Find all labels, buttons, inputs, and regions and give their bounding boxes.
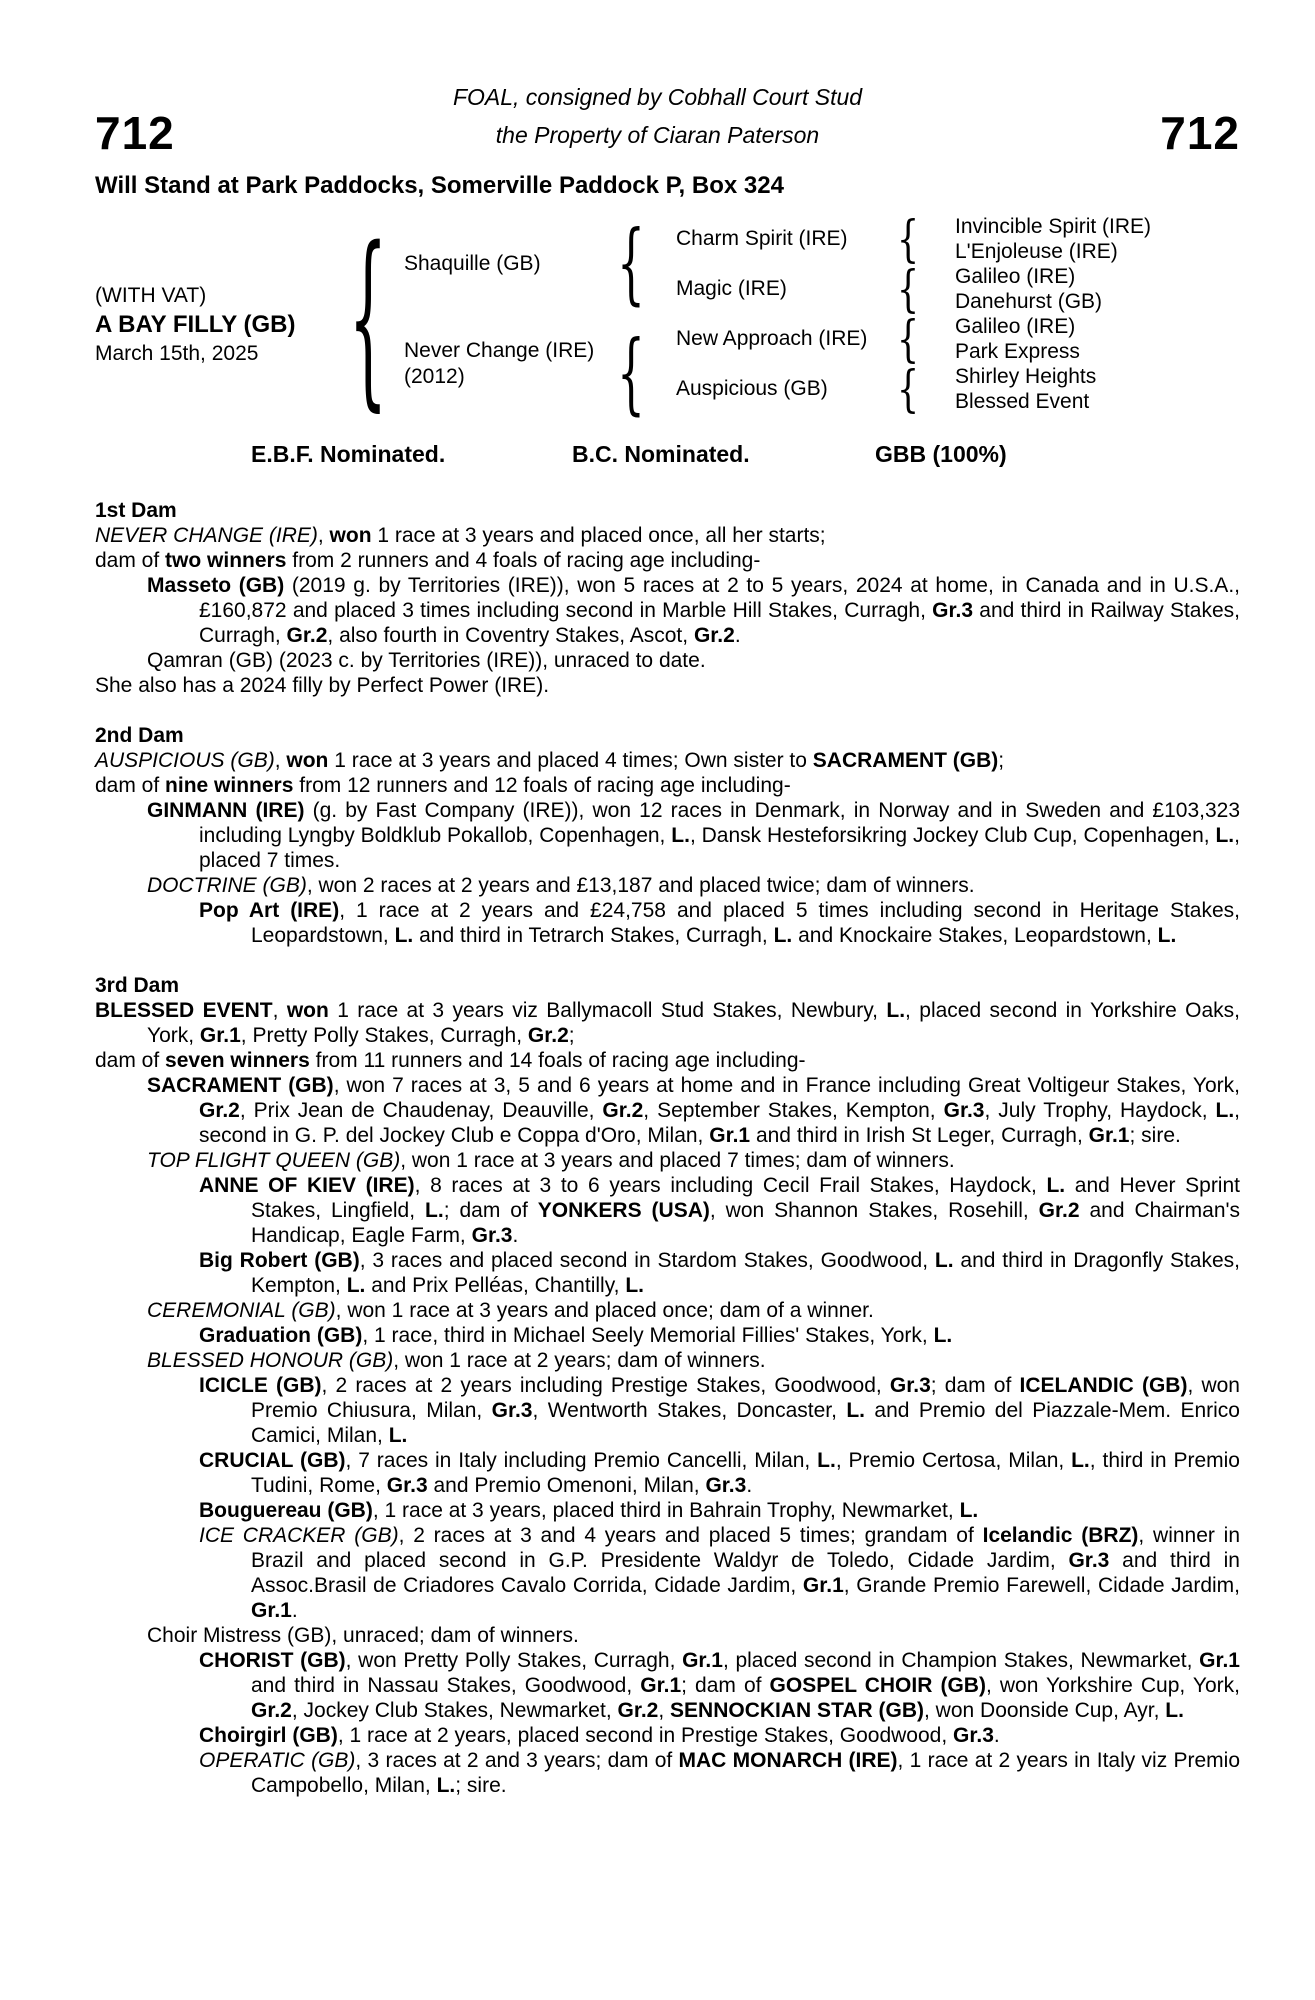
pedigree-paragraph: BLESSED HONOUR (GB), won 1 race at 2 years; dam of winners.	[147, 1349, 766, 1372]
pedigree-paragraph: ICE CRACKER (GB), 2 races at 3 and 4 years and placed 5 times; grandam of Icelandic (BRZ), winner in Brazil and placed second in G.P. Presidente Waldyr de Toledo, Cidade Jardim, Gr.3 and third in Assoc.Brasil de Criadores Cavalo Corrida, Cidade Jardim, Gr.1, Grande Premio Farewell, Cidade Jardim, Gr.1.	[199, 1524, 1241, 1622]
dam-section	[95, 973, 1240, 1798]
pedigree-paragraph: Graduation (GB), 1 race, third in Michael Seely Memorial Fillies' Stakes, York, L.	[199, 1324, 953, 1347]
dam-name: Never Change (IRE)	[404, 339, 595, 362]
pedigree-table	[95, 215, 1240, 420]
dam-sire-name: New Approach (IRE)	[676, 327, 868, 350]
property-line: the Property of Ciaran Paterson	[495, 122, 820, 148]
bc-nomination: B.C. Nominated.	[572, 441, 750, 467]
pedigree-paragraph: ANNE OF KIEV (IRE), 8 races at 3 to 6 years including Cecil Frail Stakes, Haydock, L. and Hever Sprint Stakes, Lingfield, L.; dam of YONKERS (USA), won Shannon Stakes, Rosehill, Gr.2 and Chairman's Handicap, Eagle Farm, Gr.3.	[199, 1174, 1241, 1247]
pedigree-paragraph: dam of two winners from 2 runners and 4 foals of racing age including-	[95, 549, 761, 572]
gen3-sire-sire-dam: L'Enjoleuse (IRE)	[955, 240, 1118, 263]
ebf-nomination: E.B.F. Nominated.	[251, 441, 446, 467]
dam-dam-name: Auspicious (GB)	[676, 377, 828, 400]
pedigree-paragraph: dam of seven winners from 11 runners and 14 foals of racing age including-	[95, 1049, 806, 1072]
gen3-sire-sire-sire: Invincible Spirit (IRE)	[955, 215, 1152, 238]
gen3-dam-dam-dam: Blessed Event	[955, 390, 1090, 413]
dam-section-heading: 2nd Dam	[95, 724, 184, 747]
sire-sire-brace	[898, 214, 919, 264]
pedigree-paragraph: Masseto (GB) (2019 g. by Territories (IRE)), won 5 races at 2 to 5 years, 2024 at home, in Canada and in U.S.A., £160,872 and placed 3 times including second in Marble Hill Stakes, Curragh, Gr.3 and third in Railway Stakes, Curragh, Gr.2, also fourth in Coventry Stakes, Ascot, Gr.2.	[147, 574, 1240, 647]
dam-section-heading: 1st Dam	[95, 499, 177, 522]
sire-name: Shaquille (GB)	[404, 252, 541, 275]
dam-sections	[95, 498, 1240, 1798]
pedigree-paragraph: DOCTRINE (GB), won 2 races at 2 years and £13,187 and placed twice; dam of winners.	[147, 874, 975, 897]
pedigree-paragraph: Big Robert (GB), 3 races and placed second in Stardom Stakes, Goodwood, L. and third in Dragonfly Stakes, Kempton, L. and Prix Pelléas, Chantilly, L.	[199, 1249, 1240, 1297]
dam-section	[95, 498, 1240, 698]
pedigree-paragraph: GINMANN (IRE) (g. by Fast Company (IRE)), won 12 races in Denmark, in Norway and in Sweden and £103,323 including Lyngby Boldklub Pokallob, Copenhagen, L., Dansk Hesteforsikring Jockey Club Cup, Copenhagen, L., placed 7 times.	[147, 799, 1240, 872]
dam-sire-brace	[898, 314, 919, 364]
dam-dam-brace	[898, 364, 919, 414]
pedigree-paragraph: Pop Art (IRE), 1 race at 2 years and £24,758 and placed 5 times including second in Heritage Stakes, Leopardstown, L. and third in Tetrarch Stakes, Curragh, L. and Knockaire Stakes, Leopardstown, L.	[199, 899, 1240, 947]
pedigree-paragraph: She also has a 2024 filly by Perfect Power (IRE).	[95, 674, 550, 697]
pedigree-paragraph: dam of nine winners from 12 runners and 12 foals of racing age including-	[95, 774, 791, 797]
stand-location-line: Will Stand at Park Paddocks, Somerville Paddock P, Box 324	[95, 172, 784, 199]
dam-section-heading: 3rd Dam	[95, 974, 180, 997]
pedigree-paragraph: ICICLE (GB), 2 races at 2 years including Prestige Stakes, Goodwood, Gr.3; dam of ICELANDIC (GB), won Premio Chiusura, Milan, Gr.3, Wentworth Stakes, Doncaster, L. and Premio del Piazzale-Mem. Enrico Camici, Milan, L.	[199, 1374, 1240, 1447]
pedigree-paragraph: CHORIST (GB), won Pretty Polly Stakes, Curragh, Gr.1, placed second in Champion Stakes, Newmarket, Gr.1 and third in Nassau Stakes, Goodwood, Gr.1; dam of GOSPEL CHOIR (GB), won Yorkshire Cup, York, Gr.2, Jockey Club Stakes, Newmarket, Gr.2, SENNOCKIAN STAR (GB), won Doonside Cup, Ayr, L.	[199, 1649, 1241, 1722]
pedigree-paragraph: Choirgirl (GB), 1 race at 2 years, placed second in Prestige Stakes, Goodwood, Gr.3.	[199, 1724, 1000, 1747]
sire-sire-name: Charm Spirit (IRE)	[676, 227, 848, 250]
pedigree-paragraph: OPERATIC (GB), 3 races at 2 and 3 years; dam of MAC MONARCH (IRE), 1 race at 2 years in Italy viz Premio Campobello, Milan, L.; sire.	[199, 1749, 1240, 1797]
sire-dam-name: Magic (IRE)	[676, 277, 787, 300]
pedigree-paragraph: SACRAMENT (GB), won 7 races at 3, 5 and 6 years at home and in France including Great Voltigeur Stakes, York, Gr.2, Prix Jean de Chaudenay, Deauville, Gr.2, September Stakes, Kempton, Gr.3, July Trophy, Haydock, L., second in G. P. del Jockey Club e Coppa d'Oro, Milan, Gr.1 and third in Irish St Leger, Curragh, Gr.1; sire.	[147, 1074, 1241, 1147]
dam-section	[95, 723, 1240, 948]
gbb-nomination: GBB (100%)	[875, 441, 1007, 467]
sire-brace	[622, 218, 640, 306]
pedigree-paragraph: CEREMONIAL (GB), won 1 race at 3 years and placed once; dam of a winner.	[147, 1299, 874, 1322]
pedigree-main-brace	[361, 220, 376, 415]
gen3-sire-dam-dam: Danehurst (GB)	[955, 290, 1103, 313]
pedigree-paragraph: Choir Mistress (GB), unraced; dam of winners.	[147, 1624, 579, 1647]
vat-note: (WITH VAT)	[95, 284, 207, 307]
consignment-line: FOAL, consigned by Cobhall Court Stud	[452, 84, 863, 110]
sire-dam-brace	[898, 264, 919, 314]
pedigree-paragraph: NEVER CHANGE (IRE), won 1 race at 3 years and placed once, all her starts;	[95, 524, 826, 547]
foal-date: March 15th, 2025	[95, 342, 259, 365]
gen3-dam-sire-dam: Park Express	[955, 340, 1080, 363]
gen3-dam-sire-sire: Galileo (IRE)	[955, 315, 1076, 338]
pedigree-paragraph: CRUCIAL (GB), 7 races in Italy including Premio Cancelli, Milan, L., Premio Certosa, Milan, L., third in Premio Tudini, Rome, Gr.3 and Premio Omenoni, Milan, Gr.3.	[199, 1449, 1240, 1497]
pedigree-paragraph: Bouguereau (GB), 1 race at 3 years, placed third in Bahrain Trophy, Newmarket, L.	[199, 1499, 979, 1522]
pedigree-paragraph: Qamran (GB) (2023 c. by Territories (IRE)), unraced to date.	[147, 649, 706, 672]
lot-number-left: 712	[95, 107, 175, 159]
dam-year: (2012)	[404, 365, 465, 388]
dam-brace	[622, 328, 640, 416]
pedigree-paragraph: TOP FLIGHT QUEEN (GB), won 1 race at 3 years and placed 7 times; dam of winners.	[147, 1149, 955, 1172]
nominations-line	[95, 441, 1240, 469]
gen3-sire-dam-sire: Galileo (IRE)	[955, 265, 1076, 288]
pedigree-paragraph: BLESSED EVENT, won 1 race at 3 years viz Ballymacoll Stud Stakes, Newbury, L., placed second in Yorkshire Oaks, York, Gr.1, Pretty Polly Stakes, Curragh, Gr.2;	[95, 999, 1240, 1047]
animal-description: A BAY FILLY (GB)	[95, 311, 296, 338]
pedigree-paragraph: AUSPICIOUS (GB), won 1 race at 3 years and placed 4 times; Own sister to SACRAMENT (GB);	[95, 749, 1005, 772]
gen3-dam-dam-sire: Shirley Heights	[955, 365, 1097, 388]
lot-number-right: 712	[1160, 107, 1240, 159]
